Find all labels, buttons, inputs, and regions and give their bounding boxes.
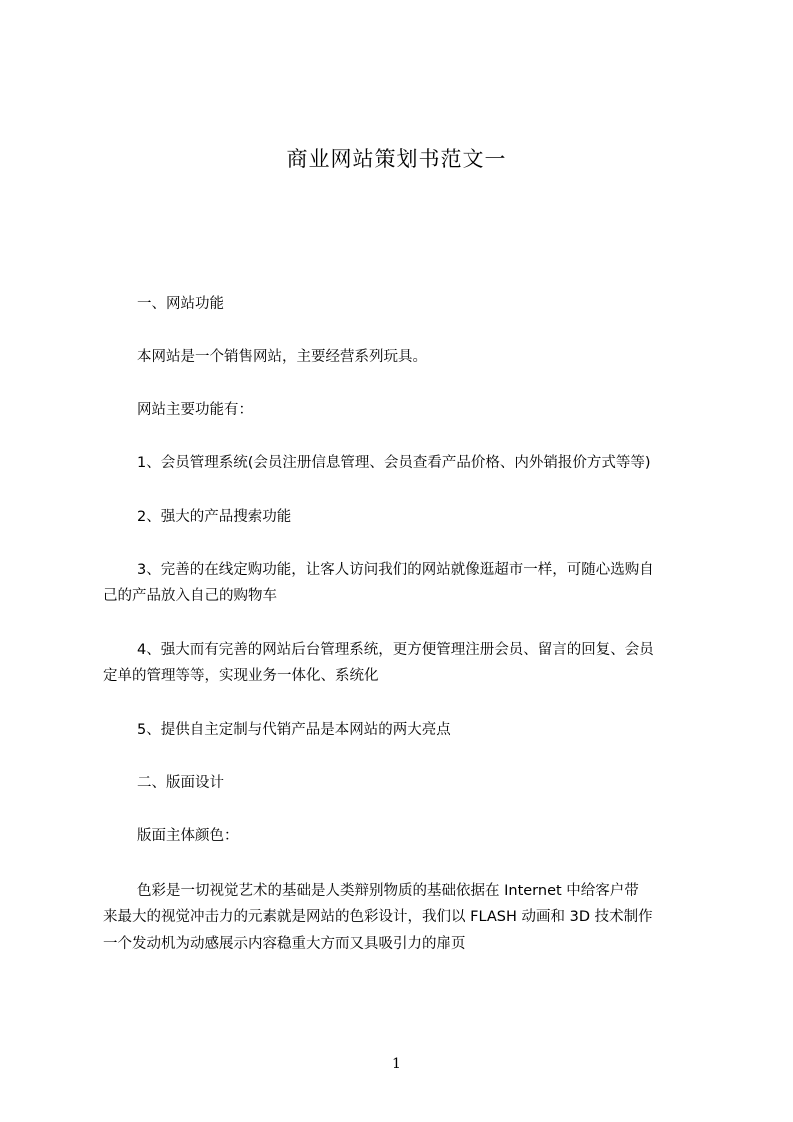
color-paragraph-line-3: 一个发动机为动感展示内容稳重大方而又具吸引力的扉页 [103,936,466,952]
color-lead: 版面主体颜色： [137,828,239,844]
feature-item-3-line-2: 己的产品放入自己的购物车 [103,588,277,604]
intro-paragraph: 本网站是一个销售网站，主要经营系列玩具。 [137,349,427,365]
color-paragraph-line-2: 来最大的视觉冲击力的元素就是网站的色彩设计，我们以 FLASH 动画和 3D 技术制作 [103,909,653,925]
feature-item-5: 5、提供自主定制与代销产品是本网站的两大亮点 [137,722,451,738]
feature-item-4-line-2: 定单的管理等等，实现业务一体化、系统化 [103,668,379,684]
feature-item-1: 1、会员管理系统(会员注册信息管理、会员查看产品价格、内外销报价方式等等) [137,455,651,471]
color-paragraph-line-1: 色彩是一切视觉艺术的基础是人类辩别物质的基础依据在 Internet 中给客户带 [137,883,639,899]
section-heading-layout-design: 二、版面设计 [137,775,224,791]
feature-item-2: 2、强大的产品搜索功能 [137,509,292,525]
section-heading-website-functions: 一、网站功能 [137,296,224,312]
document-title: 商业网站策划书范文一 [286,147,507,171]
page-number: 1 [392,1056,401,1072]
feature-item-3-line-1: 3、完善的在线定购功能，让客人访问我们的网站就像逛超市一样，可随心选购自 [137,562,654,578]
features-lead: 网站主要功能有： [137,402,253,418]
feature-item-4-line-1: 4、强大而有完善的网站后台管理系统，更方便管理注册会员、留言的回复、会员 [137,642,654,658]
